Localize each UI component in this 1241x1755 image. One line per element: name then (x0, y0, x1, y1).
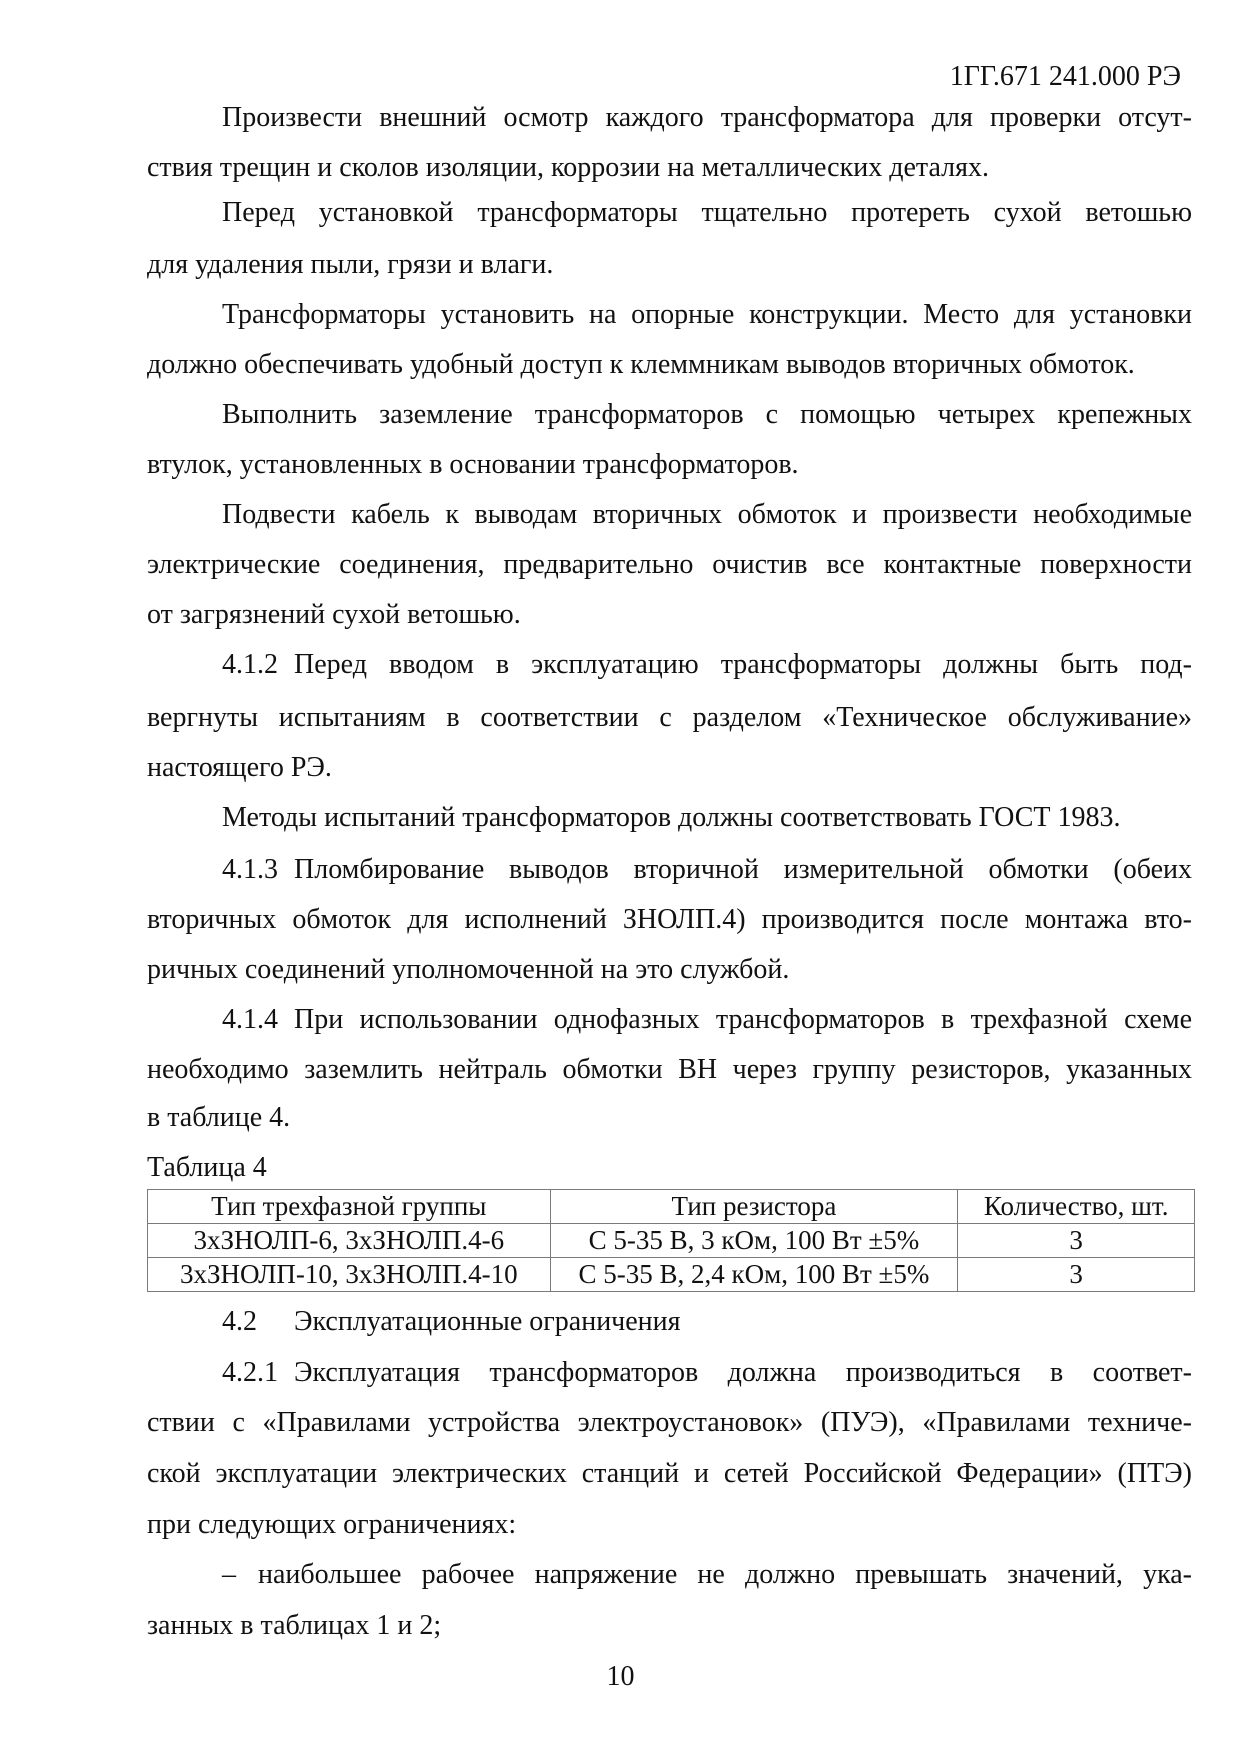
paragraph-line: наибольшее рабочее напряжение не должно превышать значений, ука- (258, 1559, 1192, 1590)
section-number: 4.1.4 (222, 1004, 278, 1035)
paragraph-line: вергнуты испытаниям в соответствии с разделом «Техническое обслуживание» (147, 702, 1192, 733)
section-4-2-heading (222, 1305, 1192, 1339)
section-number: 4.2 (222, 1306, 257, 1337)
paragraph-line: ствия трещин и сколов изоляции, коррозии на металлических деталях. (147, 152, 989, 183)
paragraph-line: Произвести внешний осмотр каждого трансформатора для проверки отсут- (222, 102, 1192, 133)
dash-bullet: – (222, 1559, 236, 1590)
table-cell: С 5-35 В, 3 кОм, 100 Вт ±5% (550, 1224, 958, 1258)
table-row (148, 1224, 1195, 1258)
paragraph-line: Пломбирование выводов вторичной измерительной обмотки (обеих (294, 854, 1192, 885)
paragraph-line: Эксплуатация трансформаторов должна производиться в соответ- (294, 1357, 1192, 1388)
section-number: 4.1.3 (222, 854, 278, 885)
paragraph-line: ской эксплуатации электрических станций и сетей Российской Федерации» (ПТЭ) (147, 1458, 1192, 1489)
section-number: 4.1.2 (222, 649, 278, 680)
table-cell: С 5-35 В, 2,4 кОм, 100 Вт ±5% (550, 1258, 958, 1292)
resistor-table (147, 1189, 1195, 1292)
paragraph-line: от загрязнений сухой ветошью. (147, 599, 521, 630)
column-header: Тип трехфазной группы (148, 1190, 551, 1224)
paragraph-line: Перед вводом в эксплуатацию трансформаторы должны быть под- (294, 649, 1192, 680)
section-title: Эксплуатационные ограничения (294, 1306, 681, 1337)
section-4-1-4 (222, 1003, 1192, 1037)
column-header: Тип резистора (550, 1190, 958, 1224)
table-cell: 3хЗНОЛП-10, 3хЗНОЛП.4-10 (148, 1258, 551, 1292)
column-header: Количество, шт. (958, 1190, 1195, 1224)
paragraph-line: ричных соединений уполномоченной на это службой. (147, 954, 790, 985)
paragraph-line: При использовании однофазных трансформаторов в трехфазной схеме (294, 1004, 1192, 1035)
paragraph-line: при следующих ограничениях: (147, 1509, 517, 1540)
paragraph-line: необходимо заземлить нейтраль обмотки ВН через группу резисторов, указанных (147, 1054, 1192, 1085)
table-header-row (148, 1190, 1195, 1224)
table-cell: 3 (958, 1258, 1195, 1292)
paragraph-line: Методы испытаний трансформаторов должны соответствовать ГОСТ 1983. (222, 802, 1121, 833)
paragraph-line: Выполнить заземление трансформаторов с помощью четырех крепежных (222, 399, 1192, 430)
paragraph-line: должно обеспечивать удобный доступ к клеммникам выводов вторичных обмоток. (147, 349, 1135, 380)
paragraph-line: ствии с «Правилами устройства электроустановок» (ПУЭ), «Правилами техниче- (147, 1407, 1192, 1438)
paragraph-line: Подвести кабель к выводам вторичных обмоток и произвести необходимые (222, 499, 1192, 530)
table-cell: 3хЗНОЛП-6, 3хЗНОЛП.4-6 (148, 1224, 551, 1258)
paragraph-line: электрические соединения, предварительно очистив все контактные поверхности (147, 549, 1192, 580)
paragraph-line: для удаления пыли, грязи и влаги. (147, 249, 554, 280)
table-row (148, 1258, 1195, 1292)
paragraph-line: Перед установкой трансформаторы тщательно протереть сухой ветошью (222, 197, 1192, 228)
bullet-item (222, 1558, 1192, 1592)
section-4-1-3 (222, 853, 1192, 887)
paragraph-line: вторичных обмоток для исполнений ЗНОЛП.4) производится после монтажа вто- (147, 904, 1192, 935)
paragraph-line: занных в таблицах 1 и 2; (147, 1610, 442, 1641)
section-4-2-1 (222, 1356, 1192, 1390)
paragraph-line: Трансформаторы установить на опорные конструкции. Место для установки (222, 299, 1192, 330)
document-code: 1ГГ.671 241.000 РЭ (949, 61, 1181, 92)
table-caption: Таблица 4 (147, 1152, 267, 1183)
section-number: 4.2.1 (222, 1357, 278, 1388)
paragraph-line: втулок, установленных в основании трансформаторов. (147, 449, 799, 480)
paragraph-line: настоящего РЭ. (147, 752, 332, 783)
section-4-1-2 (222, 648, 1192, 682)
table-cell: 3 (958, 1224, 1195, 1258)
paragraph-line: в таблице 4. (147, 1102, 291, 1133)
page-number: 10 (606, 1661, 635, 1692)
